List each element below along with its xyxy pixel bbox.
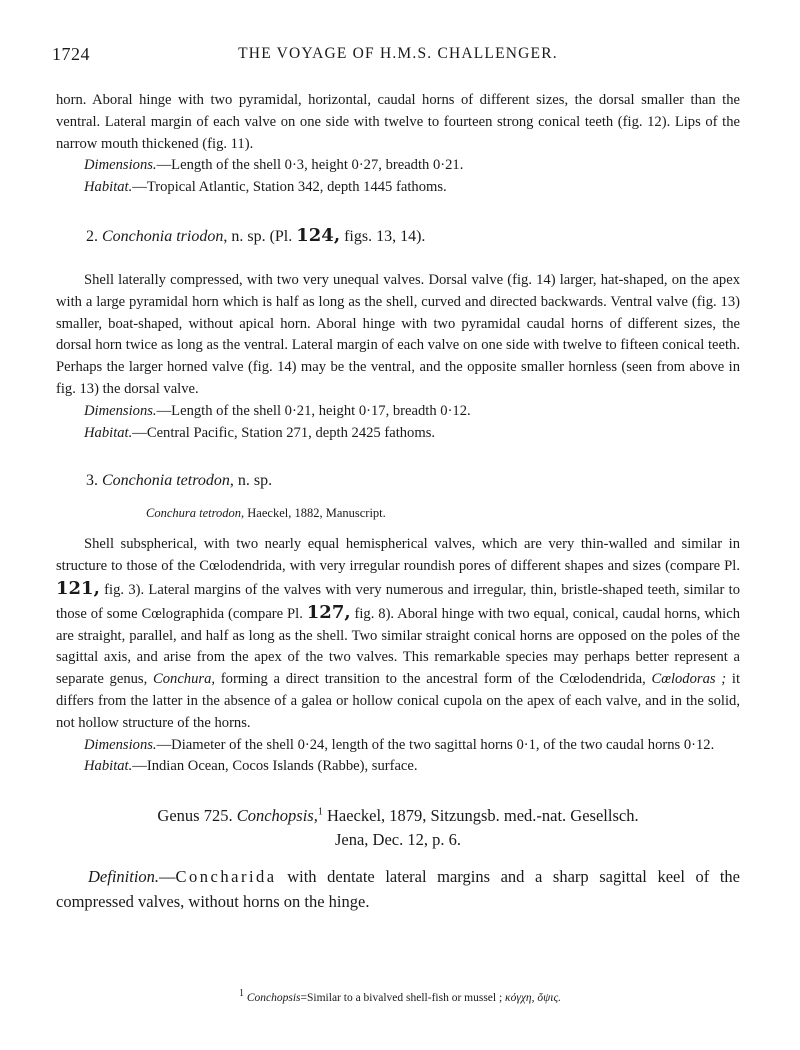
desc-part: it differs from the latter in the absence of a galea or hollow conical cupola on the apex of each valve, and in the solid, not hollow structure of the horns. [56, 671, 741, 731]
species-suffix: , n. sp. [229, 472, 273, 490]
page-number: 1724 [52, 44, 90, 64]
desc-part: forming a direct transition to the ancestral form of the Cœlodendrida, [220, 671, 646, 688]
dimensions-label: Dimensions. [84, 402, 157, 419]
species-suffix: , n. sp. (Pl. [223, 227, 293, 245]
genus-name: Conchura, [153, 671, 216, 688]
desc-part: fig. 8). Aboral hinge with two equal, conical, caudal horns, which are straight, parallel, and half as long as the shell. Two similar straight conical horns are opposed on the poles of the sagittal axis, and arise from the apex of the two valves. This remarkable species may perhaps better represent a separate genus, [56, 605, 740, 688]
species-2-habitat [56, 423, 740, 445]
habitat-label: Habitat. [84, 758, 133, 775]
running-title: THE VOYAGE OF H.M.S. CHALLENGER. [238, 45, 558, 62]
species-3-dimensions [56, 735, 740, 757]
species-3-heading [56, 470, 740, 492]
habitat-label: Habitat. [84, 179, 133, 196]
figure-refs: figs. 13, 14). [344, 227, 426, 245]
dimensions-text: —Length of the shell 0·21, height 0·17, breadth 0·12. [156, 402, 471, 419]
definition-text: with dentate lateral margins and a sharp sagittal keel of the compressed valves, without horns on the hinge. [56, 867, 741, 912]
synonym-ref: , Haeckel, 1882, Manuscript. [241, 506, 386, 521]
family-name: Concharida [175, 867, 277, 887]
carryover-paragraph: horn. Aboral hinge with two pyramidal, horizontal, caudal horns of different sizes, the dorsal smaller than the ventral. Lateral margin of each valve on one side with twelve to fourteen strong conical teeth (fig. 12). Lips of the narrow mouth thickened (fig. 11). [56, 92, 740, 152]
page-body [56, 90, 740, 914]
definition-dash: — [159, 867, 176, 887]
species-name: Conchonia triodon [102, 227, 224, 245]
habitat-label: Habitat. [84, 424, 133, 441]
footnote-text: =Similar to a bivalved shell-fish or mussel ; [300, 992, 503, 1004]
dimensions-text: —Diameter of the shell 0·24, length of the two sagittal horns 0·1, of the two caudal horns 0·12. [156, 736, 715, 753]
synonym-name: Conchura tetrodon [146, 506, 242, 521]
definition-label: Definition. [88, 867, 160, 887]
species-3-habitat [56, 756, 740, 778]
genus-citation: Haeckel, 1879, Sitzungsb. med.-nat. Gesellsch. [326, 806, 639, 826]
dimensions-label: Dimensions. [84, 736, 157, 753]
species-name: Conchonia tetrodon [102, 472, 230, 490]
footnote-mark: 1 [238, 988, 244, 1000]
habitat-text: —Tropical Atlantic, Station 342, depth 1445 fathoms. [132, 179, 447, 196]
plate-number: 121, [56, 577, 100, 599]
species-2-heading [56, 225, 740, 248]
species-number: 3. [86, 472, 98, 490]
species-3-description [56, 534, 740, 734]
synonym-line [56, 504, 740, 522]
plate-number: 124, [296, 224, 341, 246]
definition-paragraph [56, 864, 740, 914]
dimensions-label: Dimensions. [84, 157, 157, 174]
plate-number: 127, [306, 601, 351, 623]
footnote-term: Conchopsis [246, 992, 301, 1004]
species-number: 2. [86, 227, 98, 245]
genus-name: Cœlodoras ; [651, 671, 727, 688]
genus-name: Conchopsis, [236, 806, 318, 826]
carryover-dimensions [56, 155, 740, 177]
desc-part: fig. 3). Lateral margins of the valves with very numerous and irregular, thin, bristle-shaped teeth, similar to those of some Cœlographida (compare Pl. [56, 581, 740, 622]
carryover-habitat [56, 177, 740, 199]
species-2-description: Shell laterally compressed, with two very unequal valves. Dorsal valve (fig. 14) larger, hat-shaped, on the apex with a large pyramidal horn which is half as long as the shell, curved and directed backwards. Ventral valve (fig. 13) smaller, boat-shaped, without apical horn. Aboral hinge with two pyramidal caudal horns of different sizes, the dorsal horn twice as long as the ventral. Lateral margin of each valve on one side with twelve to fifteen conical teeth. Perhaps the larger horned valve (fig. 14) may be the ventral, and the opposite smaller hornless (seen from above in fig. 13) the dorsal valve. [56, 271, 740, 397]
habitat-text: —Indian Ocean, Cocos Islands (Rabbe), surface. [132, 758, 418, 775]
genus-number: Genus 725. [157, 806, 233, 826]
species-2-dimensions [56, 401, 740, 423]
footnote-mark: 1 [317, 806, 323, 818]
footnote-greek: κόγχη, ὄψις. [505, 992, 561, 1004]
footnote [0, 990, 800, 1006]
genus-heading [56, 804, 740, 852]
genus-citation-2: Jena, Dec. 12, p. 6. [334, 830, 461, 850]
dimensions-text: —Length of the shell 0·3, height 0·27, breadth 0·21. [156, 157, 464, 174]
desc-part: Shell subspherical, with two nearly equal hemispherical valves, which are very thin-walled and similar in structure to those of the Cœlodendrida, with very irregular roundish pores of different shapes and sizes (compare Pl. [56, 536, 740, 575]
habitat-text: —Central Pacific, Station 271, depth 2425 fathoms. [132, 424, 436, 441]
